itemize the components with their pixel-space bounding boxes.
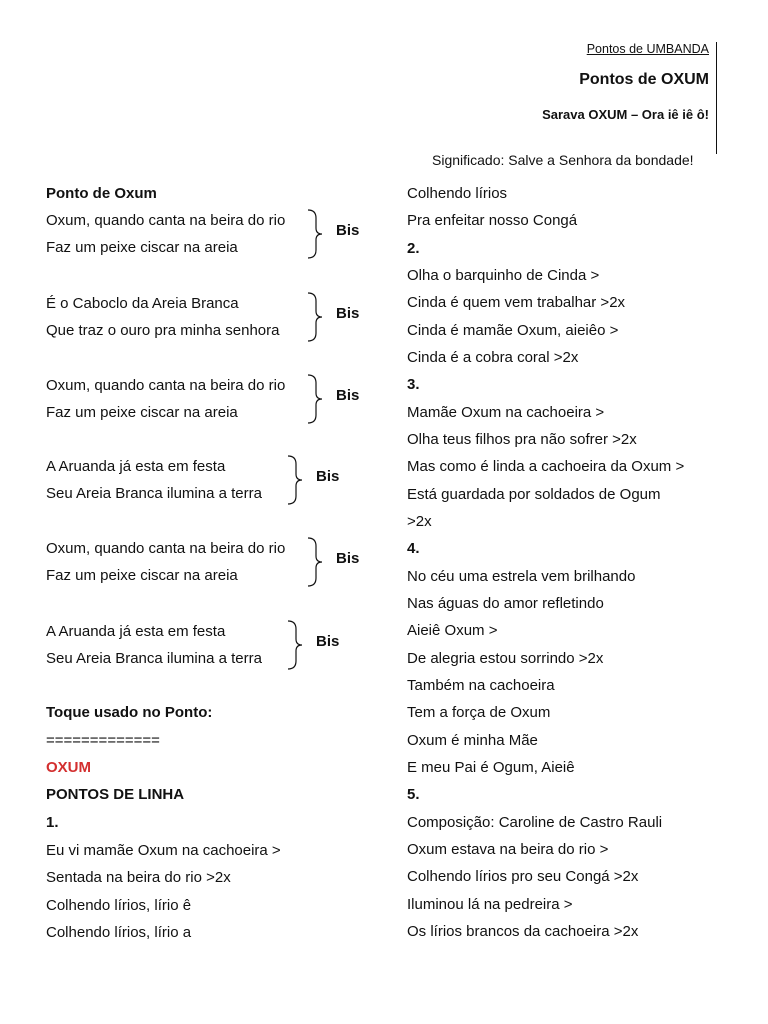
bis-label: Bis xyxy=(316,468,340,485)
verse-line: Seu Areia Branca ilumina a terra xyxy=(46,650,262,667)
oxum-highlight: OXUM xyxy=(46,759,91,776)
brace-icon xyxy=(286,619,306,671)
right-line: Composição: Caroline de Castro Rauli xyxy=(407,813,663,831)
ponto-1-line: Colhendo lírios, lírio ê xyxy=(46,896,192,914)
meaning-text: Significado: Salve a Senhora da bondade! xyxy=(432,152,694,168)
right-line: Aieiê Oxum > xyxy=(407,622,498,640)
separator-line: ============= xyxy=(46,732,160,749)
verse-line: Oxum, quando canta na beira do rio xyxy=(46,377,286,394)
verse-line: A Aruanda já esta em festa xyxy=(46,623,226,640)
verse-line: Faz um peixe ciscar na areia xyxy=(46,567,238,584)
bis-label: Bis xyxy=(316,633,340,650)
brace-icon xyxy=(306,291,326,343)
right-line: Nas águas do amor refletindo xyxy=(407,594,604,612)
right-line: No céu uma estrela vem brilhando xyxy=(407,567,636,585)
ponto-number: 2. xyxy=(407,239,420,257)
right-line: Olha teus filhos pra não sofrer >2x xyxy=(407,430,637,448)
bis-label: Bis xyxy=(336,387,360,404)
ponto-number: 3. xyxy=(407,376,420,394)
header-divider xyxy=(716,42,717,154)
toque-label: Toque usado no Ponto: xyxy=(46,704,213,721)
header-top-label: Pontos de UMBANDA xyxy=(586,42,709,56)
right-line: >2x xyxy=(407,512,432,530)
bis-label: Bis xyxy=(336,222,360,239)
brace-icon xyxy=(306,208,326,260)
right-line: Oxum é minha Mãe xyxy=(407,731,538,749)
verse-line: A Aruanda já esta em festa xyxy=(46,458,226,475)
right-line: Oxum estava na beira do rio > xyxy=(407,840,609,858)
page-title: Pontos de OXUM xyxy=(579,71,709,88)
ponto-number: 5. xyxy=(407,786,420,804)
right-line: Cinda é quem vem trabalhar >2x xyxy=(407,294,626,312)
right-line: E meu Pai é Ogum, Aieiê xyxy=(407,758,575,776)
right-line: Colhendo lírios xyxy=(407,185,508,202)
verse-line: É o Caboclo da Areia Branca xyxy=(46,295,239,312)
ponto-1-line: Sentada na beira do rio >2x xyxy=(46,869,231,887)
bis-label: Bis xyxy=(336,550,360,567)
right-line: Cinda é a cobra coral >2x xyxy=(407,348,579,366)
right-line: Mamãe Oxum na cachoeira > xyxy=(407,403,605,421)
right-line: Iluminou lá na pedreira > xyxy=(407,895,573,913)
right-line: Olha o barquinho de Cinda > xyxy=(407,266,600,284)
verse-line: Oxum, quando canta na beira do rio xyxy=(46,540,286,557)
right-line: Mas como é linda a cachoeira da Oxum > xyxy=(407,458,685,476)
verse-line: Seu Areia Branca ilumina a terra xyxy=(46,485,262,502)
ponto-number: 4. xyxy=(407,540,420,558)
brace-icon xyxy=(306,536,326,588)
right-line: Pra enfeitar nosso Congá xyxy=(407,212,578,230)
verse-line: Que traz o ouro pra minha senhora xyxy=(46,322,280,339)
brace-icon xyxy=(286,454,306,506)
ponto-1-line: Eu vi mamãe Oxum na cachoeira > xyxy=(46,842,281,859)
bis-label: Bis xyxy=(336,305,360,322)
page-subtitle: Sarava OXUM – Ora iê iê ô! xyxy=(542,107,709,122)
left-heading: Ponto de Oxum xyxy=(46,185,157,202)
verse-line: Faz um peixe ciscar na areia xyxy=(46,404,238,421)
brace-icon xyxy=(306,373,326,425)
right-line: Cinda é mamãe Oxum, aieiêo > xyxy=(407,321,619,339)
ponto-1-line: Colhendo lírios, lírio a xyxy=(46,923,192,941)
verse-line: Oxum, quando canta na beira do rio xyxy=(46,212,286,229)
right-line: Colhendo lírios pro seu Congá >2x xyxy=(407,868,639,886)
right-line: De alegria estou sorrindo >2x xyxy=(407,649,604,667)
right-line: Os lírios brancos da cachoeira >2x xyxy=(407,922,639,940)
ponto-number-1: 1. xyxy=(46,814,59,831)
right-line: Também na cachoeira xyxy=(407,676,555,694)
right-line: Tem a força de Oxum xyxy=(407,704,551,722)
right-line: Está guardada por soldados de Ogum xyxy=(407,485,661,503)
verse-line: Faz um peixe ciscar na areia xyxy=(46,239,238,256)
pontos-linha-heading: PONTOS DE LINHA xyxy=(46,786,185,803)
